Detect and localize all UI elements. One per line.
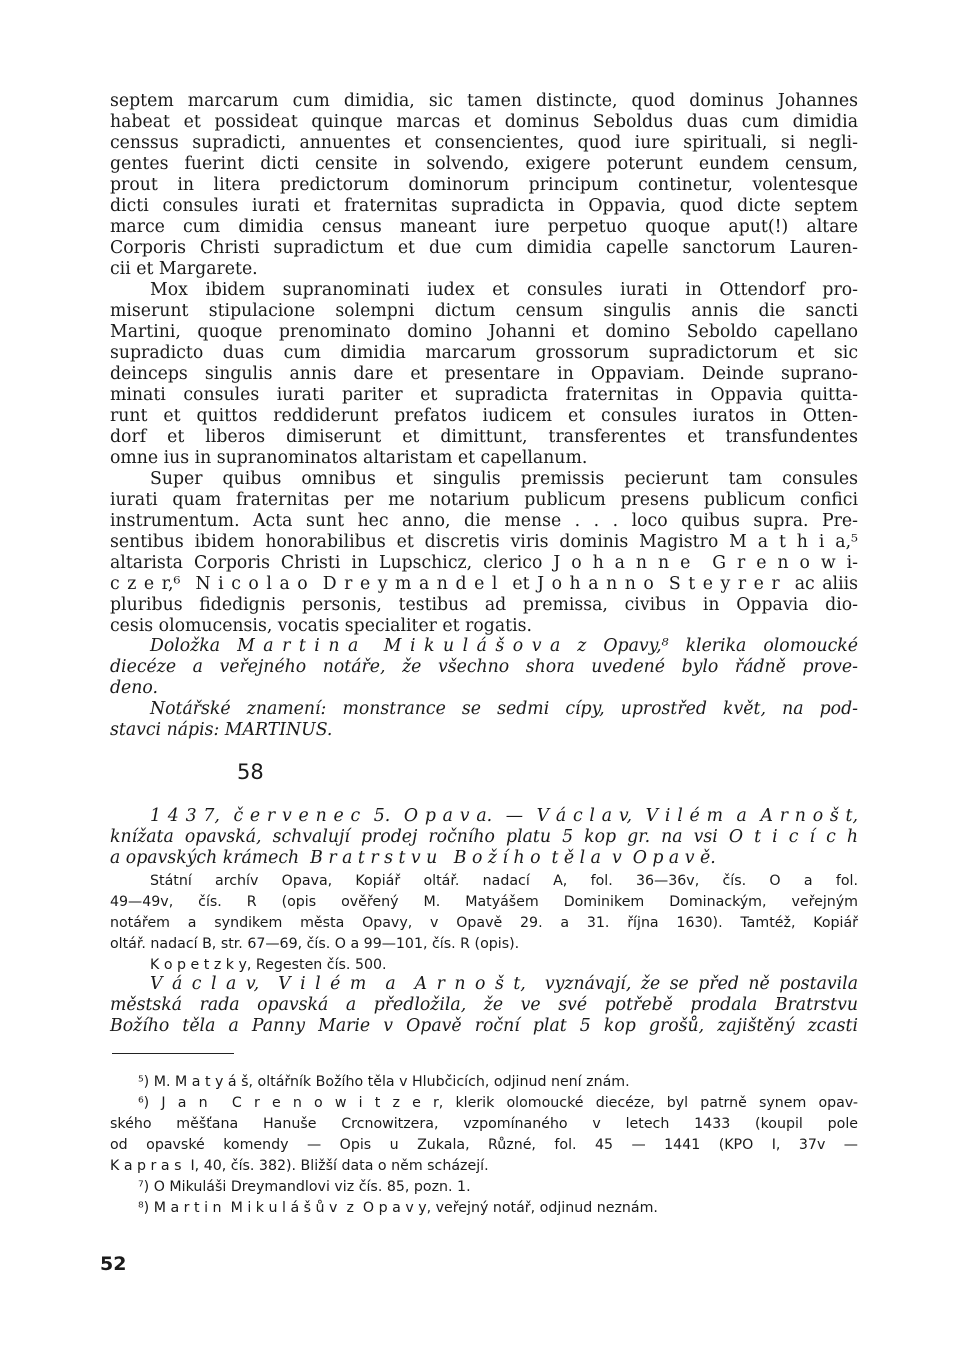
text-line: Doložka M a r t i n a M i k u l á š o v a z Opavy,⁸ klerika olomoucké (150, 636, 858, 656)
text-line: Martini, quoque prenominato domino Johanni et domino Seboldo capellano (110, 322, 858, 342)
text-line: omne ius in supranominatos altaristam et capellanum. (110, 448, 588, 468)
text-line: cii et Margarete. (110, 259, 258, 279)
text-line: miserunt stipulacione solempni dictum censum singulis annis die sancti (110, 301, 858, 321)
text-line: stavci nápis: MARTINUS. (110, 720, 333, 740)
text-line: altarista Corporis Christi in Lupschicz, clerico J o h a n n e G r e n o w i- (110, 553, 858, 573)
text-line: Božího těla a Panny Marie v Opavě roční plat 5 kop grošů, zajištěný zcasti (110, 1016, 858, 1036)
footnote: ⁸) M a r t i n M i k u l á š ů v z O p a v y, veřejný notář, odjinud neznám. (138, 1200, 658, 1216)
document-number: 58 (237, 760, 264, 784)
text-line: marce cum dimidia census maneant iure perpetuo quoque aput(!) altare (110, 217, 858, 237)
text-line: Notářské znamení: monstrance se sedmi cípy, uprostřed květ, na pod- (150, 699, 858, 719)
text-line: septem marcarum cum dimidia, sic tamen distincte, quod dominus Johannes (110, 91, 858, 111)
footnote-line: K a p r a s I, 40, čís. 382). Bližší data o něm scházejí. (110, 1158, 489, 1174)
text-line: pluribus fidedignis personis, testibus ad premissa, civibus in Oppavia dio- (110, 595, 858, 615)
text-line: c z e r,⁶ N i c o l a o D r e y m a n d e l et J o h a n n o S t e y r e r ac aliis (110, 574, 858, 594)
text-line: minati consules iurati pariter et supradicta fraternitas in Oppavia quitta- (110, 385, 858, 405)
text-line: gentes fuerint dicti censite in solvendo, exigere poterunt eundem censum, (110, 154, 858, 174)
text-line: sentibus ibidem honorabilibus et discretis viris dominis Magistro M a t h i a,⁵ (110, 532, 858, 552)
text-line: habeat et possideat quinque marcas et dominus Seboldus duas cum dimidia (110, 112, 858, 132)
text-line: dicti consules iurati et fraternitas supradicta in Oppavia, quod dicte septem (110, 196, 858, 216)
text-line: notářem a syndikem města Opavy, v Opavě 29. a 31. října 1630). Tamtéž, Kopiář (110, 915, 858, 931)
text-line: městská rada opavská a předložila, že ve své potřebě prodala Bratrstvu (110, 995, 858, 1015)
footnote-line: ského měšťana Hanuše Crcnowitzera, vzpomínaného v letech 1433 (koupil pole (110, 1116, 858, 1132)
text-line: iurati quam fraternitas per me notarium publicum presens publicum confici (110, 490, 858, 510)
text-line: instrumentum. Acta sunt hec anno, die mense . . . loco quibus supra. Pre- (110, 511, 858, 531)
text-line: K o p e t z k y, Regesten čís. 500. (150, 957, 387, 973)
footnote: ⁵) M. M a t y á š, oltářník Božího těla v Hlubčicích, odjinud není znám. (138, 1074, 630, 1090)
footnote: ⁶) J a n C r e n o w i t z e r, klerik olomoucké diecéze, byl patrně synem opav- (138, 1095, 858, 1111)
text-line: Super quibus omnibus et singulis premissis pecierunt tam consules (150, 469, 858, 489)
text-line: V á c l a v, V i l é m a A r n o š t, vyznávají, že se před ně postavila (150, 974, 858, 994)
text-line: supradicto duas cum dimidia marcarum grossorum supradictorum et sic (110, 343, 858, 363)
text-line: a opavských krámech B r a t r s t v u B o ž í h o t ě l a v O p a v ě. (110, 848, 716, 868)
footnote-separator (112, 1053, 234, 1054)
text-line: Mox ibidem supranominati iudex et consules iurati in Ottendorf pro- (150, 280, 858, 300)
text-line: runt et quittos reddiderunt prefatos iudicem et consules iuratos in Otten- (110, 406, 858, 426)
text-line: knížata opavská, schvalují prodej ročního platu 5 kop gr. na vsi O t i c í c h (110, 827, 858, 847)
text-line: dorf et liberos dimiserunt et dimittunt, transferentes et transfundentes (110, 427, 858, 447)
text-line: prout in litera predictorum dominorum principum continetur, volentesque (110, 175, 858, 195)
page-number: 52 (100, 1253, 127, 1275)
text-line: 1 4 3 7, č e r v e n e c 5. O p a v a. — V á c l a v, V i l é m a A r n o š t, (150, 806, 858, 826)
text-line: deinceps singulis annis dare et presentare in Oppaviam. Deinde suprano- (110, 364, 858, 384)
text-line: oltář. nadací B, str. 67—69, čís. O a 99—101, čís. R (opis). (110, 936, 520, 952)
footnote-line: od opavské komendy — Opis u Zukala, Různé, fol. 45 — 1441 (KPO I, 37v — (110, 1137, 858, 1153)
text-line: Corporis Christi supradictum et due cum dimidia capelle sanctorum Lauren- (110, 238, 858, 258)
text-line: deno. (110, 678, 159, 698)
text-line: 49—49v, čís. R (opis ověřený M. Matyášem Dominikem Dominackým, veřejným (110, 894, 858, 910)
footnote: ⁷) O Mikuláši Dreymandlovi viz čís. 85, pozn. 1. (138, 1179, 471, 1195)
text-line: Státní archív Opava, Kopiář oltář. nadací A, fol. 36—36v, čís. O a fol. (150, 873, 858, 889)
text-line: diecéze a veřejného notáře, že všechno shora uvedené bylo řádně prove- (110, 657, 858, 677)
text-line: cesis olomucensis, vocatis specialiter et rogatis. (110, 616, 532, 636)
text-line: censsus supradicti, annuentes et consencientes, quod iure spirituali, si negli- (110, 133, 858, 153)
